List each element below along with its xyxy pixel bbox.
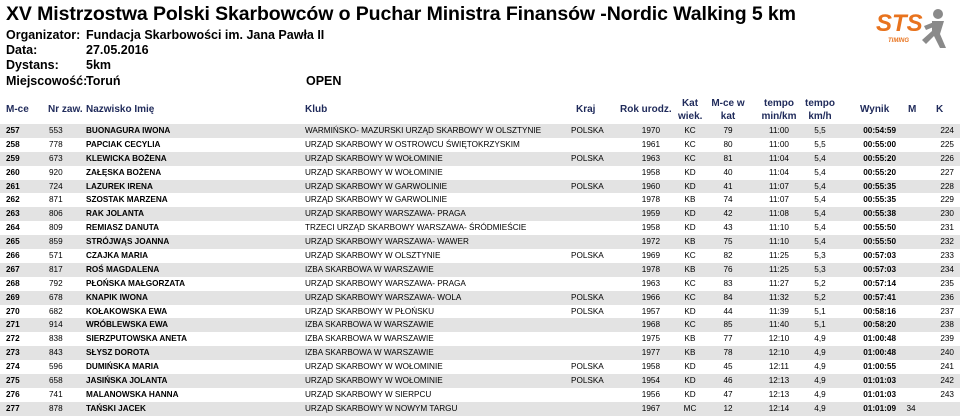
cell-k: 227 <box>940 167 954 177</box>
cell-year: 1958 <box>641 223 660 233</box>
cell-pace: 12:14 <box>768 403 790 413</box>
cell-category-place: 76 <box>723 264 733 274</box>
table-row <box>0 388 960 402</box>
cell-club: URZĄD SKARBOWY WARSZAWA- PRAGA <box>305 209 466 219</box>
cell-place: 266 <box>6 251 20 261</box>
cell-category-place: 40 <box>723 167 733 177</box>
cell-k: 230 <box>940 209 954 219</box>
meta-date <box>6 43 149 57</box>
cell-place: 276 <box>6 389 20 399</box>
cell-k: 241 <box>940 362 954 372</box>
col-speed-a: tempo <box>805 98 835 109</box>
cell-place: 262 <box>6 195 20 205</box>
cell-k: 236 <box>940 292 954 302</box>
col-year: Rok urodz. <box>620 104 672 115</box>
cell-result: 00:55:38 <box>863 209 896 219</box>
cell-place: 271 <box>6 320 20 330</box>
cell-category-place: 12 <box>723 403 733 413</box>
cell-speed: 5,1 <box>814 320 826 330</box>
cell-pace: 11:04 <box>769 167 789 177</box>
cell-result: 00:54:59 <box>863 126 896 135</box>
cell-category-place: 80 <box>723 139 733 149</box>
cell-category: KD <box>684 167 696 177</box>
cell-k: 240 <box>940 348 954 358</box>
table-row <box>0 249 960 263</box>
cell-bib: 806 <box>49 209 63 219</box>
table-row <box>0 318 960 332</box>
cell-place: 261 <box>6 181 20 191</box>
cell-pace: 11:00 <box>769 126 789 135</box>
cell-category-place: 44 <box>723 306 733 316</box>
cell-speed: 5,1 <box>814 306 826 316</box>
cell-result: 01:01:03 <box>863 376 896 386</box>
cell-speed: 4,9 <box>814 389 826 399</box>
table-row <box>0 235 960 249</box>
col-bib: Nr zaw. <box>48 104 83 115</box>
cell-category: KC <box>684 320 696 330</box>
cell-pace: 12:10 <box>768 334 790 344</box>
cell-pace: 11:39 <box>769 306 789 316</box>
cell-club: URZĄD SKARBOWY W GARWOLINIE <box>305 181 448 191</box>
cell-bib: 778 <box>49 139 63 149</box>
table-row <box>0 402 960 416</box>
meta-label: Dystans: <box>6 58 59 72</box>
cell-bib: 914 <box>49 320 63 330</box>
cell-category-place: 47 <box>723 389 733 399</box>
cell-country: POLSKA <box>571 251 604 261</box>
cell-k: 239 <box>940 334 954 344</box>
cell-pace: 12:13 <box>768 376 790 386</box>
cell-m: 34 <box>906 403 916 413</box>
cell-name: LAZUREK IRENA <box>86 181 153 191</box>
cell-place: 260 <box>6 167 20 177</box>
cell-category-place: 81 <box>723 153 733 163</box>
cell-category: KB <box>684 264 696 274</box>
cell-club: IZBA SKARBOWA W WARSZAWIE <box>305 348 434 358</box>
cell-country: POLSKA <box>571 126 604 135</box>
meta-label: Organizator: <box>6 28 81 42</box>
table-row <box>0 193 960 207</box>
cell-country: POLSKA <box>571 292 604 302</box>
cell-year: 1961 <box>641 139 660 149</box>
cell-category-place: 45 <box>723 362 733 372</box>
cell-pace: 11:04 <box>769 153 789 163</box>
table-row <box>0 166 960 180</box>
cell-k: 235 <box>940 278 954 288</box>
cell-place: 267 <box>6 264 20 274</box>
cell-year: 1958 <box>641 167 660 177</box>
cell-category: KC <box>684 139 696 149</box>
cell-name: SZOSTAK MARZENA <box>86 195 168 205</box>
meta-label: Miejscowość: <box>6 74 88 88</box>
page-title: XV Mistrzostwa Polski Skarbowców o Puchar Ministra Finansów -Nordic Walking 5 km <box>6 3 796 25</box>
cell-club: URZĄD SKARBOWY W NOWYM TARGU <box>305 403 458 413</box>
cell-country: POLSKA <box>571 362 604 372</box>
cell-result: 00:57:14 <box>863 278 896 288</box>
cell-result: 00:57:03 <box>863 264 896 274</box>
cell-place: 258 <box>6 139 20 149</box>
cell-result: 00:58:16 <box>863 306 896 316</box>
cell-speed: 5,4 <box>814 181 826 191</box>
cell-pace: 11:00 <box>769 139 789 149</box>
cell-speed: 5,4 <box>814 237 826 247</box>
cell-year: 1970 <box>641 126 660 135</box>
col-pace-a: tempo <box>764 98 794 109</box>
cell-category-place: 75 <box>723 237 733 247</box>
meta-value: 27.05.2016 <box>86 43 149 57</box>
cell-name: KNAPIK IWONA <box>86 292 148 302</box>
cell-bib: 678 <box>49 292 63 302</box>
runner-icon <box>922 9 946 48</box>
cell-pace: 12:11 <box>769 362 789 372</box>
cell-speed: 5,4 <box>814 153 826 163</box>
cell-category-place: 82 <box>723 251 733 261</box>
cell-name: PŁOŃSKA MAŁGORZATA <box>86 278 185 288</box>
cell-k: 234 <box>940 264 954 274</box>
category-label: OPEN <box>306 74 342 88</box>
cell-year: 1960 <box>641 181 660 191</box>
meta-distance <box>6 58 111 72</box>
cell-club: URZĄD SKARBOWY W SIERPCU <box>305 389 432 399</box>
cell-pace: 11:07 <box>769 195 789 205</box>
cell-club: URZĄD SKARBOWY WARSZAWA- WAWER <box>305 237 469 247</box>
cell-k: 224 <box>940 126 954 135</box>
cell-category: KC <box>684 278 696 288</box>
col-cat-b: wiek. <box>678 111 703 122</box>
col-pace-b: min/km <box>761 111 797 122</box>
cell-club: WARMIŃSKO- MAZURSKI URZĄD SKARBOWY W OLSZTYNIE <box>305 126 542 135</box>
cell-country: POLSKA <box>571 153 604 163</box>
cell-year: 1969 <box>641 251 660 261</box>
col-catplace-b: kat <box>720 111 736 122</box>
cell-category: KB <box>684 348 696 358</box>
cell-speed: 5,2 <box>814 278 826 288</box>
cell-category-place: 85 <box>723 320 733 330</box>
cell-category: KD <box>684 223 696 233</box>
meta-value: 5km <box>86 58 112 72</box>
cell-club: URZĄD SKARBOWY W OLSZTYNIE <box>305 251 441 261</box>
cell-category: KC <box>684 153 696 163</box>
table-row <box>0 152 960 166</box>
cell-year: 1978 <box>641 195 660 205</box>
cell-category-place: 41 <box>723 181 733 191</box>
table-row <box>0 180 960 194</box>
cell-country: POLSKA <box>571 181 604 191</box>
meta-label: Data: <box>6 43 38 57</box>
cell-speed: 4,9 <box>814 376 826 386</box>
cell-result: 00:55:50 <box>863 237 896 247</box>
cell-bib: 792 <box>49 278 63 288</box>
cell-name: ZAŁĘSKA BOŻENA <box>86 167 162 177</box>
cell-year: 1978 <box>641 264 660 274</box>
cell-name: SŁYSZ DOROTA <box>86 348 150 358</box>
cell-category: KD <box>684 181 696 191</box>
cell-result: 01:00:48 <box>863 334 896 344</box>
cell-k: 231 <box>940 223 954 233</box>
cell-year: 1954 <box>641 376 660 386</box>
meta-value: Toruń <box>86 74 121 88</box>
cell-category: MC <box>683 403 697 413</box>
cell-bib: 596 <box>49 362 63 372</box>
table-row <box>0 124 960 138</box>
cell-result: 00:55:00 <box>863 139 896 149</box>
cell-place: 272 <box>6 334 20 344</box>
col-result: Wynik <box>860 104 890 115</box>
cell-speed: 5,4 <box>814 209 826 219</box>
cell-category-place: 78 <box>723 348 733 358</box>
col-name: Nazwisko Imię <box>86 104 155 115</box>
table-row <box>0 332 960 346</box>
cell-place: 274 <box>6 362 20 372</box>
cell-year: 1966 <box>641 292 660 302</box>
table-row <box>0 277 960 291</box>
cell-place: 265 <box>6 237 20 247</box>
cell-place: 277 <box>6 403 20 413</box>
cell-name: TAŃSKI JACEK <box>86 403 146 413</box>
cell-year: 1963 <box>641 278 660 288</box>
table-row <box>0 305 960 319</box>
cell-speed: 4,9 <box>814 348 826 358</box>
cell-category: KC <box>684 292 696 302</box>
cell-bib: 817 <box>49 264 63 274</box>
cell-bib: 658 <box>49 376 63 386</box>
cell-speed: 4,9 <box>814 403 826 413</box>
cell-speed: 5,2 <box>814 292 826 302</box>
cell-category-place: 83 <box>723 278 733 288</box>
cell-category: KD <box>684 389 696 399</box>
cell-name: DUMIŃSKA MARIA <box>86 362 159 372</box>
cell-club: URZĄD SKARBOWY W WOŁOMINIE <box>305 153 443 163</box>
cell-year: 1959 <box>641 209 660 219</box>
cell-place: 273 <box>6 348 20 358</box>
cell-bib: 571 <box>49 251 63 261</box>
cell-country: POLSKA <box>571 306 604 316</box>
cell-year: 1956 <box>641 389 660 399</box>
cell-result: 01:00:48 <box>863 348 896 358</box>
cell-category-place: 42 <box>723 209 733 219</box>
table-row <box>0 291 960 305</box>
cell-result: 01:01:09 <box>863 403 896 413</box>
col-m: M <box>908 104 917 115</box>
cell-speed: 5,3 <box>814 251 826 261</box>
cell-result: 00:57:03 <box>863 251 896 261</box>
cell-category-place: 77 <box>723 334 733 344</box>
cell-place: 257 <box>6 126 20 135</box>
cell-bib: 724 <box>49 181 63 191</box>
cell-speed: 4,9 <box>814 362 826 372</box>
cell-bib: 859 <box>49 237 63 247</box>
cell-name: REMIASZ DANUTA <box>86 223 160 233</box>
cell-category: KC <box>684 126 696 135</box>
cell-name: SIERZPUTOWSKA ANETA <box>86 334 187 344</box>
cell-club: URZĄD SKARBOWY W OSTROWCU ŚWIĘTOKRZYSKIM <box>305 139 520 149</box>
cell-club: URZĄD SKARBOWY W PŁOŃSKU <box>305 306 435 316</box>
cell-bib: 920 <box>49 167 63 177</box>
cell-name: STRÓJWĄS JOANNA <box>86 237 170 247</box>
cell-bib: 871 <box>49 195 63 205</box>
cell-pace: 11:40 <box>769 320 789 330</box>
table-row <box>0 360 960 374</box>
col-catplace-a: M-ce w <box>711 98 745 109</box>
cell-result: 00:55:35 <box>863 195 896 205</box>
cell-result: 00:55:20 <box>863 153 896 163</box>
cell-bib: 673 <box>49 153 63 163</box>
cell-club: URZĄD SKARBOWY W GARWOLINIE <box>305 195 448 205</box>
col-speed-b: km/h <box>808 111 832 122</box>
cell-year: 1967 <box>641 403 660 413</box>
cell-year: 1977 <box>641 348 660 358</box>
col-country: Kraj <box>576 104 596 115</box>
cell-name: ROŚ MAGDALENA <box>86 264 160 274</box>
cell-category: KD <box>684 362 696 372</box>
cell-k: 228 <box>940 181 954 191</box>
cell-club: URZĄD SKARBOWY W WOŁOMINIE <box>305 167 443 177</box>
cell-club: URZĄD SKARBOWY W WOŁOMINIE <box>305 362 443 372</box>
cell-category: KB <box>684 334 696 344</box>
cell-name: RAK JOLANTA <box>86 209 145 219</box>
meta-value: Fundacja Skarbowości im. Jana Pawła II <box>86 28 325 42</box>
col-place: M-ce <box>6 104 29 115</box>
cell-k: 226 <box>940 153 954 163</box>
cell-place: 263 <box>6 209 20 219</box>
cell-pace: 11:07 <box>769 181 789 191</box>
cell-result: 01:01:03 <box>863 389 896 399</box>
cell-k: 233 <box>940 251 954 261</box>
cell-speed: 5,4 <box>814 167 826 177</box>
cell-k: 237 <box>940 306 954 316</box>
cell-pace: 11:32 <box>769 292 789 302</box>
table-row <box>0 221 960 235</box>
cell-category: KD <box>684 209 696 219</box>
cell-k: 229 <box>940 195 954 205</box>
table-row <box>0 263 960 277</box>
cell-category-place: 43 <box>723 223 733 233</box>
cell-bib: 838 <box>49 334 63 344</box>
cell-pace: 12:10 <box>768 348 790 358</box>
cell-category: KD <box>684 376 696 386</box>
cell-bib: 809 <box>49 223 63 233</box>
cell-place: 259 <box>6 153 20 163</box>
table-row <box>0 374 960 388</box>
logo-wordmark: STS <box>876 10 923 37</box>
cell-result: 00:55:35 <box>863 181 896 191</box>
cell-name: MALANOWSKA HANNA <box>86 389 179 399</box>
col-club: Klub <box>305 104 328 115</box>
cell-category-place: 79 <box>723 126 733 135</box>
cell-category: KD <box>684 306 696 316</box>
cell-bib: 682 <box>49 306 63 316</box>
cell-k: 238 <box>940 320 954 330</box>
table-row <box>0 346 960 360</box>
cell-place: 269 <box>6 292 20 302</box>
cell-name: BUONAGURA IWONA <box>86 126 171 135</box>
cell-club: TRZECI URZĄD SKARBOWY WARSZAWA- ŚRÓDMIEŚCIE <box>305 223 527 233</box>
cell-result: 00:57:41 <box>863 292 896 302</box>
cell-pace: 11:27 <box>769 278 789 288</box>
table-row <box>0 207 960 221</box>
cell-place: 268 <box>6 278 20 288</box>
cell-speed: 5,4 <box>814 223 826 233</box>
cell-result: 00:55:50 <box>863 223 896 233</box>
cell-name: WRÓBLEWSKA EWA <box>86 320 169 330</box>
cell-name: KOŁAKOWSKA EWA <box>86 306 168 316</box>
cell-club: URZĄD SKARBOWY WARSZAWA- WOLA <box>305 292 462 302</box>
meta-organizer <box>6 28 324 42</box>
cell-bib: 553 <box>49 126 63 135</box>
cell-year: 1968 <box>641 320 660 330</box>
cell-pace: 11:08 <box>769 209 789 219</box>
results-table <box>0 124 960 416</box>
cell-speed: 5,5 <box>814 139 826 149</box>
cell-speed: 5,5 <box>814 126 826 135</box>
cell-pace: 12:13 <box>768 389 790 399</box>
cell-pace: 11:25 <box>769 251 789 261</box>
cell-place: 270 <box>6 306 20 316</box>
cell-club: URZĄD SKARBOWY W WOŁOMINIE <box>305 376 443 386</box>
col-cat-a: Kat <box>681 98 699 109</box>
cell-k: 243 <box>940 389 954 399</box>
table-row <box>0 138 960 152</box>
col-k: K <box>936 104 944 115</box>
cell-category: KB <box>684 195 696 205</box>
cell-name: PAPCIAK CECYLIA <box>86 139 161 149</box>
table-header <box>0 97 960 125</box>
cell-pace: 11:25 <box>769 264 789 274</box>
cell-category-place: 46 <box>723 376 733 386</box>
cell-place: 275 <box>6 376 20 386</box>
sts-timing-logo <box>874 4 954 52</box>
cell-year: 1975 <box>641 334 660 344</box>
cell-k: 232 <box>940 237 954 247</box>
cell-name: JASIŃSKA JOLANTA <box>86 376 168 386</box>
cell-category-place: 84 <box>723 292 733 302</box>
cell-pace: 11:10 <box>769 223 789 233</box>
cell-name: KLEWICKA BOŻENA <box>86 153 167 163</box>
cell-speed: 4,9 <box>814 334 826 344</box>
cell-year: 1963 <box>641 153 660 163</box>
cell-year: 1957 <box>641 306 660 316</box>
cell-speed: 5,4 <box>814 195 826 205</box>
cell-year: 1958 <box>641 362 660 372</box>
cell-category-place: 74 <box>723 195 733 205</box>
logo-subtitle: TIMING <box>888 38 909 44</box>
cell-year: 1972 <box>641 237 660 247</box>
cell-result: 00:58:20 <box>863 320 896 330</box>
cell-bib: 741 <box>49 389 63 399</box>
cell-club: IZBA SKARBOWA W WARSZAWIE <box>305 320 434 330</box>
cell-place: 264 <box>6 223 20 233</box>
cell-club: IZBA SKARBOWA W WARSZAWIE <box>305 334 434 344</box>
cell-category: KC <box>684 251 696 261</box>
cell-result: 00:55:20 <box>863 167 896 177</box>
cell-club: IZBA SKARBOWA W WARSZAWIE <box>305 264 434 274</box>
cell-result: 01:00:55 <box>863 362 896 372</box>
cell-speed: 5,3 <box>814 264 826 274</box>
cell-category: KB <box>684 237 696 247</box>
meta-location <box>6 74 120 88</box>
cell-k: 225 <box>940 139 954 149</box>
cell-bib: 878 <box>49 403 63 413</box>
cell-country: POLSKA <box>571 376 604 386</box>
cell-club: URZĄD SKARBOWY WARSZAWA- PRAGA <box>305 278 466 288</box>
cell-bib: 843 <box>49 348 63 358</box>
cell-pace: 11:10 <box>769 237 789 247</box>
cell-k: 242 <box>940 376 954 386</box>
cell-name: CZAJKA MARIA <box>86 251 149 261</box>
